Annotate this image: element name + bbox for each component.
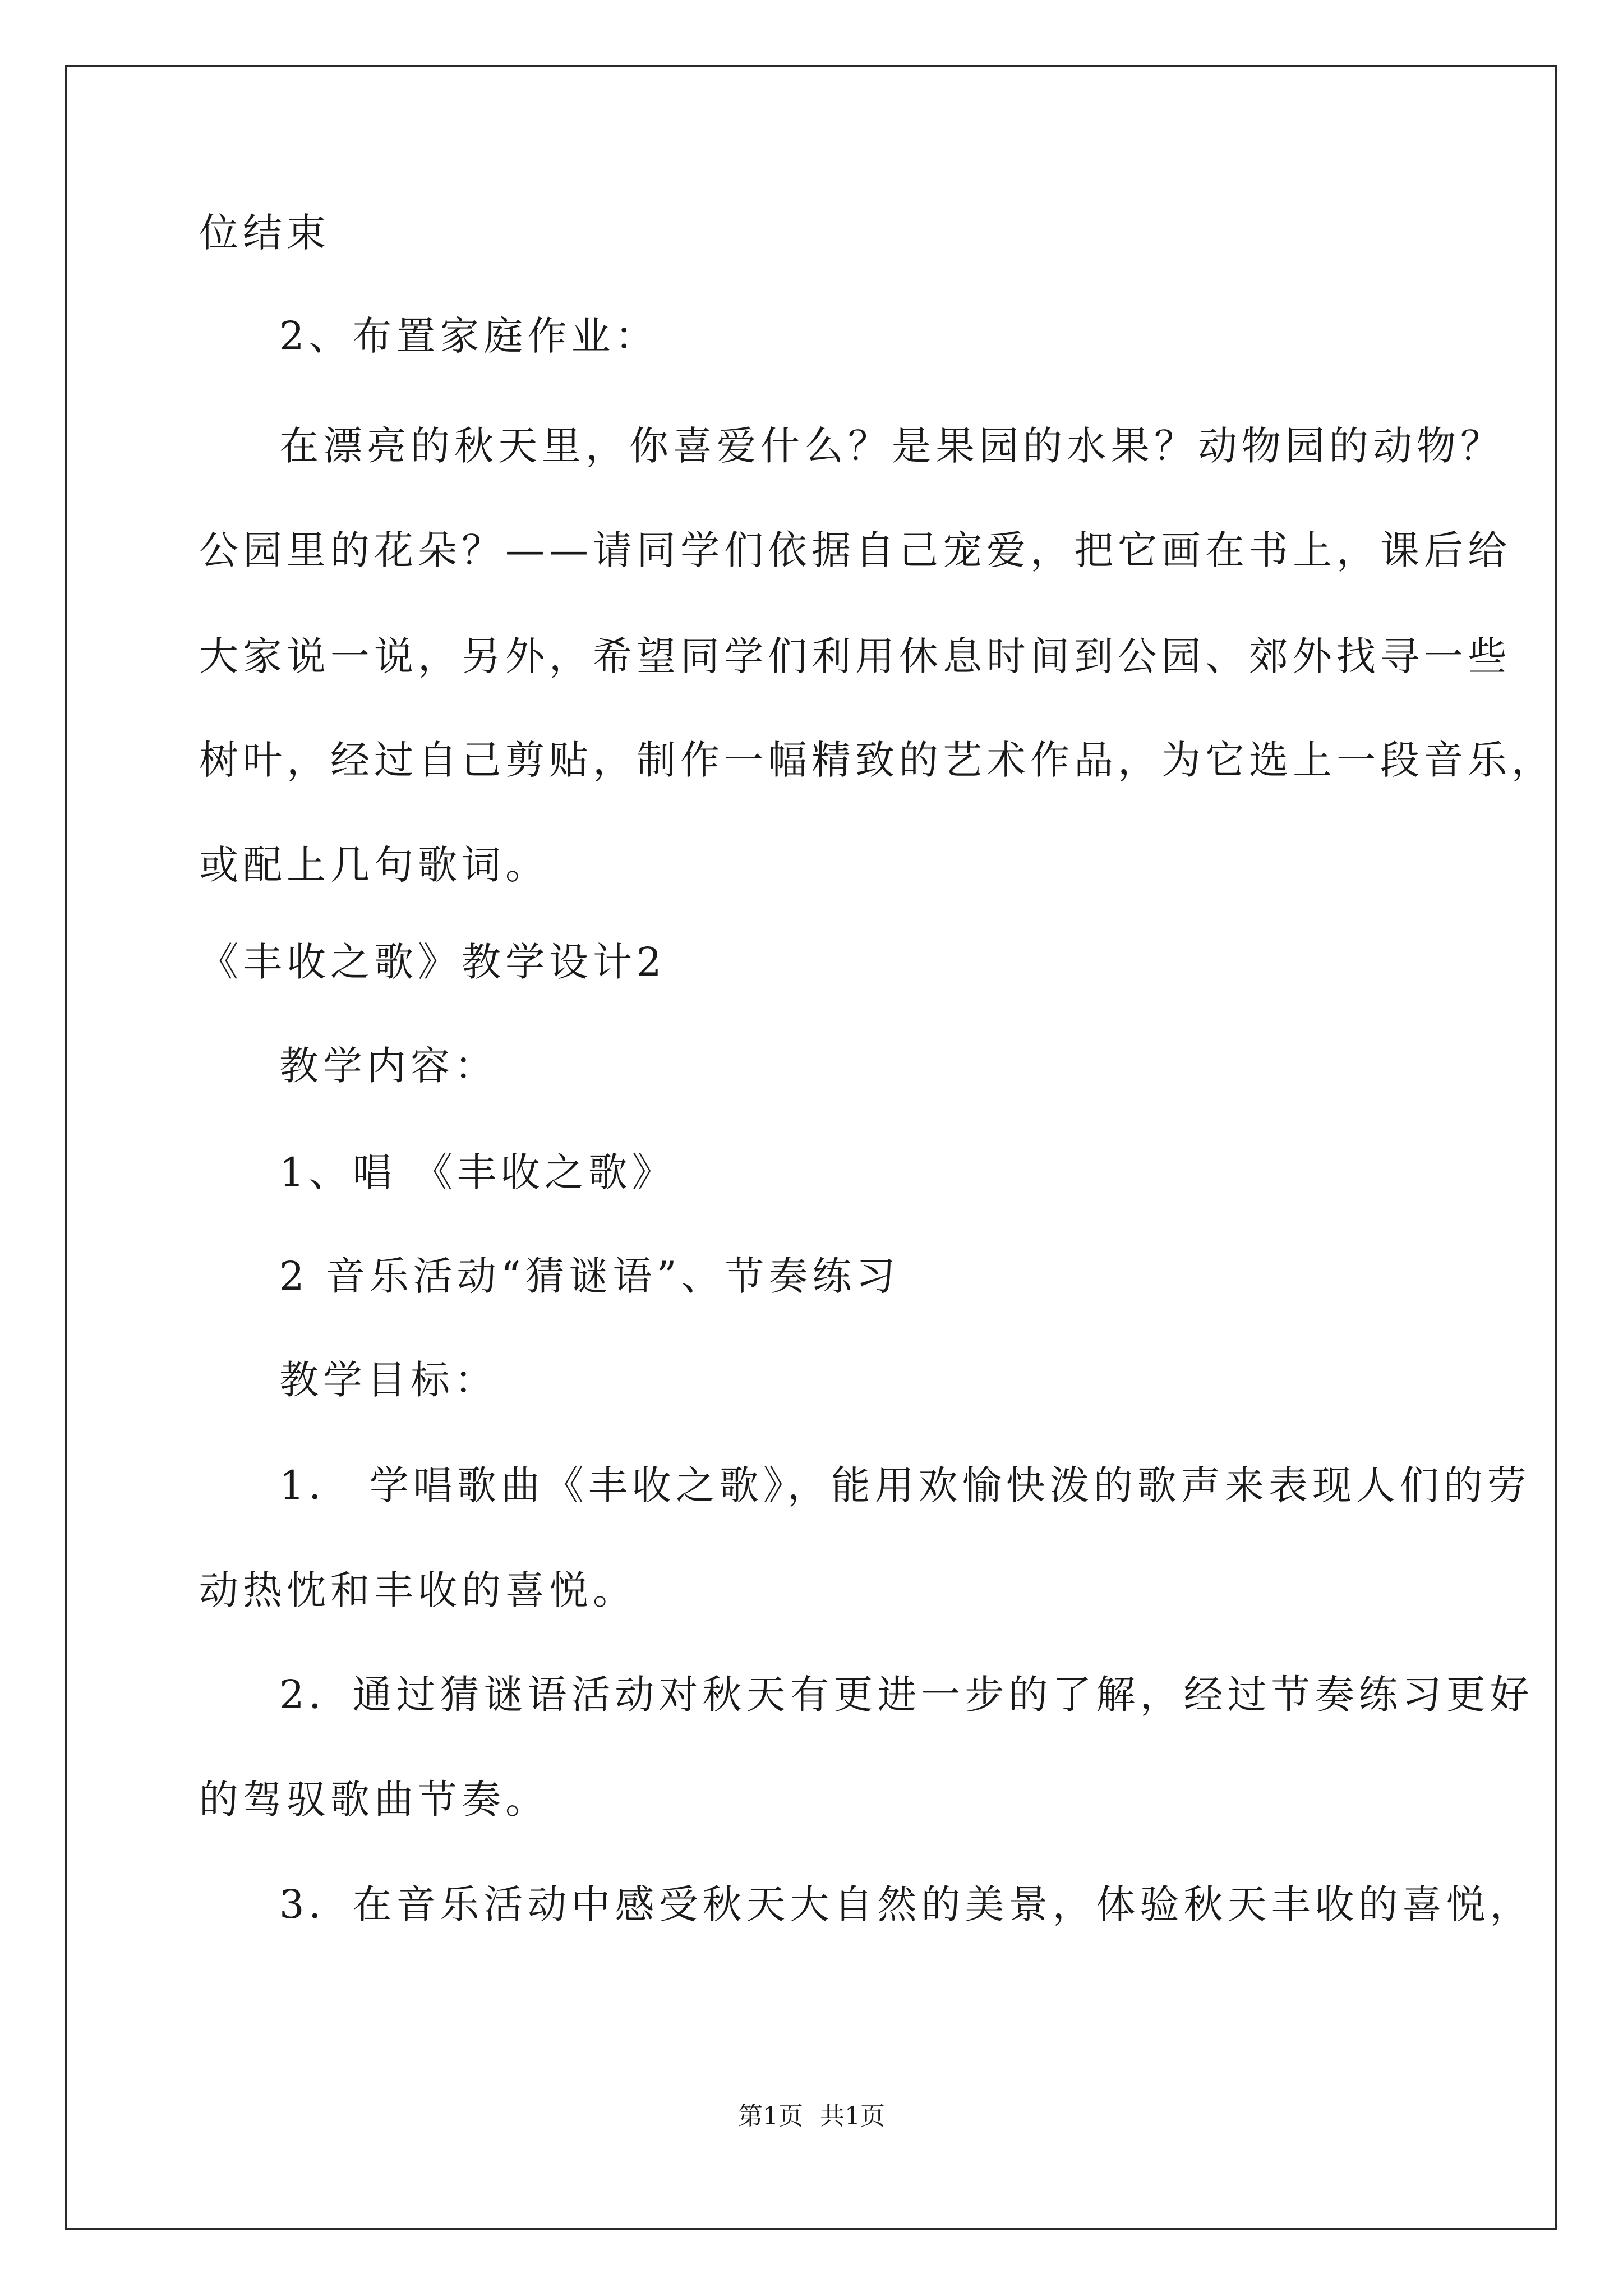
text-line: 2 音乐活动“猜谜语”、节奏练习 <box>279 1253 900 1299</box>
text-line: 2．通过猜谜语活动对秋天有更进一步的了解，经过节奏练习更好 <box>279 1672 1534 1718</box>
text-line: 教学目标： <box>279 1357 498 1403</box>
page-footer <box>0 2102 1623 2131</box>
text-line: 动热忱和丰收的喜悦。 <box>199 1567 637 1613</box>
text-line: 1． 学唱歌曲《丰收之歌》，能用欢愉快泼的歌声来表现人们的劳 <box>279 1462 1531 1508</box>
section-heading: 《丰收之歌》教学设计2 <box>199 939 666 985</box>
text-line: 树叶，经过自己剪贴，制作一幅精致的艺术作品，为它选上一段音乐， <box>199 737 1555 783</box>
text-line: 公园里的花朵？——请同学们依据自己宠爱，把它画在书上，课后给 <box>199 527 1511 573</box>
text-line: 的驾驭歌曲节奏。 <box>199 1777 549 1823</box>
text-line: 在漂亮的秋天里，你喜爱什么？是果园的水果？动物园的动物？ <box>279 423 1504 469</box>
text-line: 3．在音乐活动中感受秋天大自然的美景，体验秋天丰收的喜悦， <box>279 1881 1534 1927</box>
text-line: 或配上几句歌词。 <box>199 842 549 888</box>
page-total: 共1页 <box>820 2102 885 2131</box>
text-line: 2、布置家庭作业： <box>279 313 659 359</box>
text-line: 教学内容： <box>279 1043 498 1089</box>
text-line: 大家说一说，另外，希望同学们利用休息时间到公园、郊外找寻一些 <box>199 633 1511 679</box>
text-line: 位结束 <box>199 210 330 256</box>
page-number: 第1页 <box>738 2102 803 2131</box>
text-line: 1、唱 《丰收之歌》 <box>279 1149 676 1195</box>
